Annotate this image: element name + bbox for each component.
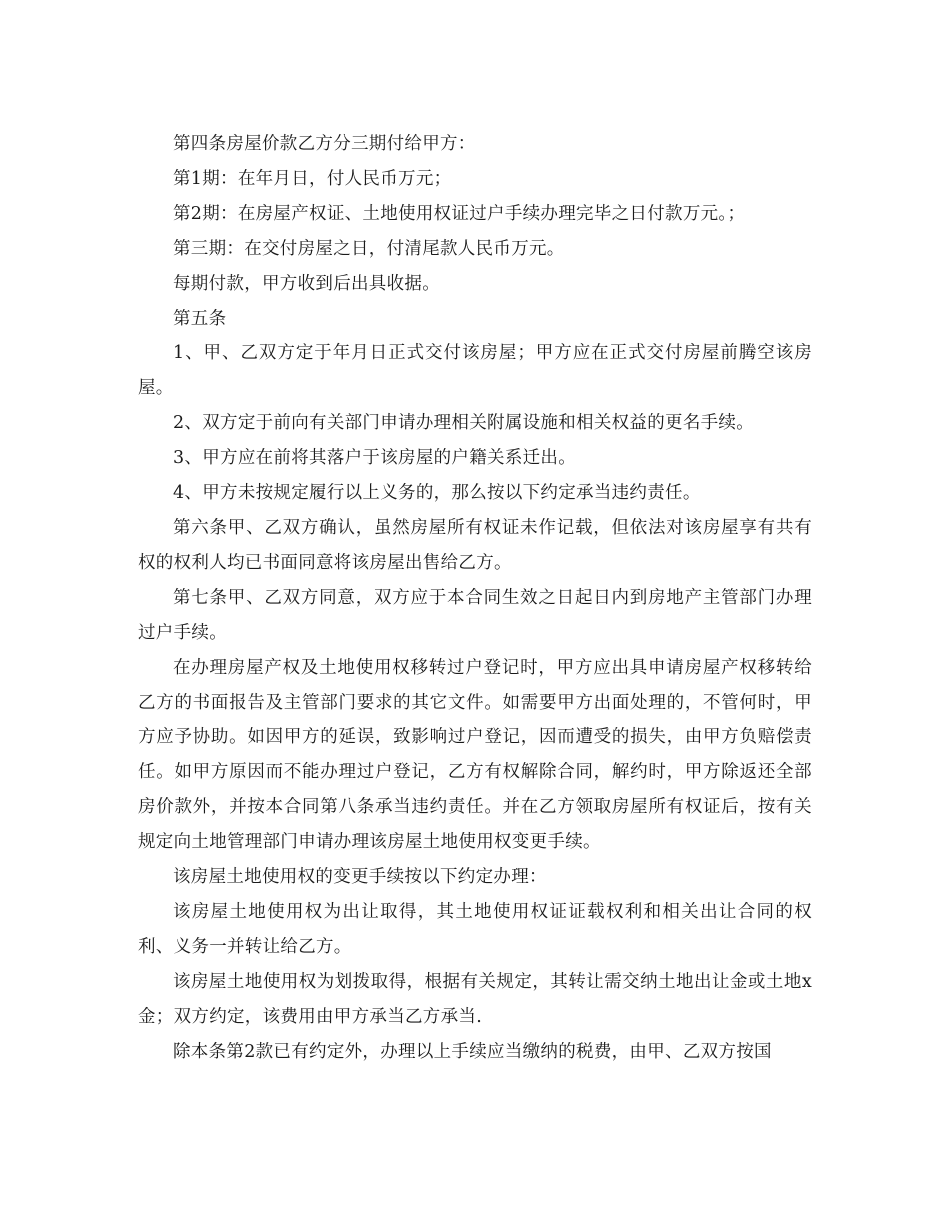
paragraph-article-5-title: 第五条 (173, 308, 227, 329)
paragraph-article-5-item-2: 2、双方定于前向有关部门申请办理相关附属设施和相关权益的更名手续。 (173, 413, 755, 434)
paragraph-article-6: 第六条甲、乙双方确认，虽然房屋所有权证未作记载，但依法对该房屋享有共有权的权利人均已书面同意将该房屋出售给乙方。 (138, 517, 812, 573)
paragraph-payment-1: 第1期：在年月日，付人民币万元； (173, 168, 452, 189)
paragraph-transfer-registration: 在办理房屋产权及土地使用权移转过户登记时，甲方应出具申请房屋产权移转给乙方的书面报告及主管部门要求的其它文件。如需要甲方出面处理的，不管何时，甲方应予协助。如因甲方的延误，致影响过户登记，因而遭受的损失，由甲方负赔偿责任。如甲方原因而不能办理过户登记，乙方有权解除合同，解约时，甲方除返还全部房价款外，并按本合同第八条承当违约责任。并在乙方领取房屋所有权证后，按有关规定向土地管理部门申请办理该房屋土地使用权变更手续。 (138, 657, 812, 853)
paragraph-article-4-title: 第四条房屋价款乙方分三期付给甲方： (173, 134, 476, 154)
paragraph-article-7: 第七条甲、乙双方同意，双方应于本合同生效之日起日内到房地产主管部门办理过户手续。 (138, 587, 812, 643)
paragraph-taxes: 除本条第2款已有约定外，办理以上手续应当缴纳的税费，由甲、乙双方按国 (173, 1041, 772, 1062)
paragraph-article-5-item-1: 1、甲、乙双方定于年月日正式交付该房屋；甲方应在正式交付房屋前腾空该房屋。 (138, 343, 812, 399)
paragraph-payment-3: 第三期：在交付房屋之日，付清尾款人民币万元。 (173, 238, 565, 259)
paragraph-payment-2: 第2期：在房屋产权证、土地使用权证过户手续办理完毕之日付款万元。； (173, 203, 746, 224)
paragraph-receipt: 每期付款，甲方收到后出具收据。 (173, 273, 440, 294)
paragraph-land-grant: 该房屋土地使用权为出让取得，其土地使用权证证载权利和相关出让合同的权利、义务一并转让给乙方。 (138, 901, 812, 957)
paragraph-land-allocation: 该房屋土地使用权为划拨取得，根据有关规定，其转让需交纳土地出让金或土地x金；双方约定，该费用由甲方承当乙方承当. (138, 971, 812, 1027)
paragraph-article-5-item-3: 3、甲方应在前将其落户于该房屋的户籍关系迁出。 (173, 448, 577, 469)
contract-body (138, 127, 812, 1069)
paragraph-land-use-change: 该房屋土地使用权的变更手续按以下约定办理： (173, 867, 547, 888)
paragraph-article-5-item-4: 4、甲方未按规定履行以上义务的，那么按以下约定承当违约责任。 (173, 483, 701, 504)
